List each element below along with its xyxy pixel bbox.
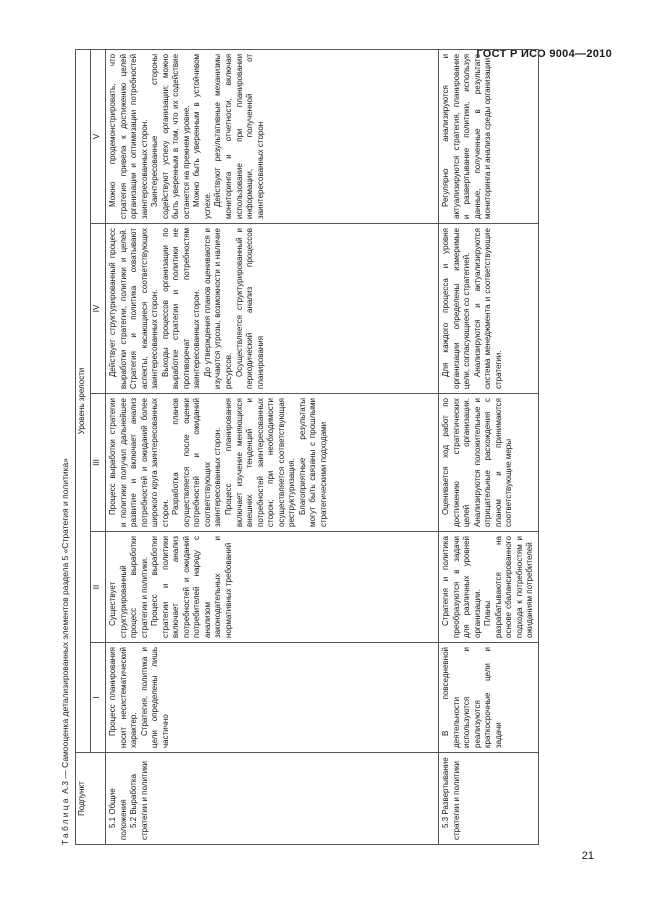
header-maturity-level: Уровень зрелости (76, 49, 91, 752)
level-5-cell: Регулярно анализируются и актуализируются стратегия, планирование и развертывание политики, используя данные, полученные в результате мониторинга и анализа среды организации (439, 49, 539, 223)
level-4-cell: Действует структурированный процесс выработки стратегии, политики и целей. Стратегия и политика охватывают аспекты, касающиеся соответствующих заинтересованных сторон. Выходы процессов организации по выработке стратегии и политики не противоречат потребностям заинтересованных сторон. До утверждения планов оцениваются и изучаются угрозы, возможности и наличие ресурсов. Осуществляется структурированный и периодический анализ процессов планирования (106, 224, 439, 394)
level-2-cell: Стратегия и политика преобразуются в задачи для различных уровней организации. Планы разрабатываются на основе сбалансированного подхода к потребностям и ожиданиям потребителей (439, 532, 539, 643)
level-4-cell: Для каждого процесса и уровня организации определены измеримые цели, согласующиеся со стратегией. Анализируются и актуализируются система менеджмента и соответствующие стратегии. (439, 224, 539, 394)
table-row (439, 49, 539, 844)
caption-label: Таблица (60, 796, 70, 845)
table-row (106, 49, 439, 844)
header-level-1: I (91, 643, 106, 753)
header-level-3: III (91, 394, 106, 532)
header-level-5: V (91, 49, 106, 223)
level-3-cell: Процесс выработки стратегии и политики получил дальнейшее развитие и включает анализ потребностей и ожиданий более широкого круга заинтересованных сторон. Разработка планов осуществляется после оценки потребностей и ожиданий соответствующих заинтересованных сторон. Процесс планирования включает изучение меняющихся внешних тенденций и потребностей заинтересованных сторон; при необходимости осуществляется соответствующая реструктуризация. Благоприятные результаты могут быть связаны с прошлыми стратегическими подходами (106, 394, 439, 532)
rotated-table-block (60, 50, 570, 845)
subclause-cell: 5.1 Общие положения 5.2 Выработка стратегии и политики (106, 753, 439, 845)
header-level-2: II (91, 532, 106, 643)
caption-text: А.3 — Самооценка детализированных элементов раздела 5 «Стратегия и политика» (60, 458, 70, 794)
table-caption (60, 50, 72, 845)
level-3-cell: Оценивается ход работ по достижению стратегических целей организации. Анализируются положительные и отрицательные расхождения с планом и принимаются соответствующие меры (439, 394, 539, 532)
level-1-cell: Процесс планирования носит несистематический характер. Стратегия, политика и цели определены лишь частично (106, 643, 439, 753)
page-number: 21 (581, 850, 594, 862)
level-1-cell: В повседневной деятельности используются и реализуются краткосрочные цели и задачи (439, 643, 539, 753)
header-level-4: IV (91, 224, 106, 394)
standard-designation: ГОСТ Р ИСО 9004—2010 (476, 48, 612, 60)
subclause-cell: 5.3 Развертывание стратегии и политики (439, 753, 539, 845)
header-subclause: Подпункт (76, 753, 106, 845)
level-5-cell: Можно продемонстрировать, что стратегия привела к достижению целей организации и оптимизации потребностей заинтересованных сторон. Заинтересованные стороны содействуют успеху организации; можно быть уверенным в том, что их содействие останется на прежнем уровне. Можно быть уверенным в устойчивом успехе. Действуют результативные механизмы мониторинга и отчетности, включая использование при планировании информации, полученной от заинтересованных сторон (106, 49, 439, 223)
maturity-table (75, 49, 539, 845)
level-2-cell: Существует структурированный процесс выработки стратегии и политики. Процесс выработки стратегии и политики включает анализ потребностей и ожиданий потребителей наряду с анализом законодательных и нормативных требований (106, 532, 439, 643)
